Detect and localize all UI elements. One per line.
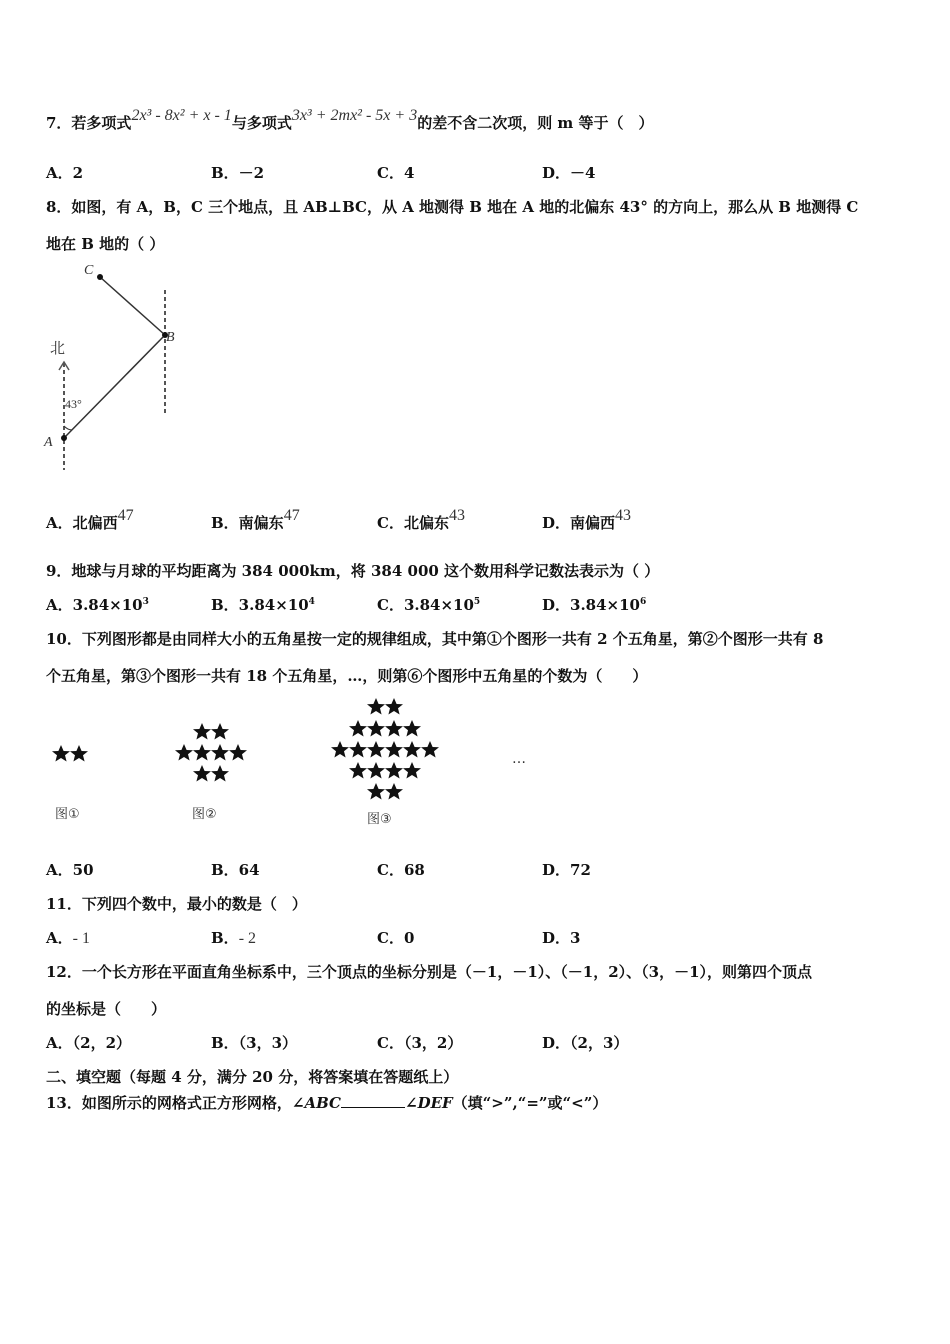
q8-option-a: A．北偏西47 (46, 507, 134, 532)
point-c (97, 274, 103, 280)
q10-option-c: C．68 (377, 861, 425, 879)
figure-label-3: 图③ (367, 812, 392, 827)
q8-line-1: 8．如图，有 A，B，C 三个地点，且 AB⊥BC，从 A 地测得 B 地在 A 地的北偏东 43° 的方向上，那么从 B 地测得 C (46, 198, 859, 216)
q11-option-a: A．- 1 (46, 929, 90, 947)
q12-line-2: 的坐标是（ ） (46, 1000, 167, 1018)
ellipsis: … (512, 751, 526, 767)
q10-option-d: D．72 (542, 861, 591, 879)
q11-text: 11．下列四个数中，最小的数是（ ） (46, 895, 307, 913)
label-c: C (84, 263, 94, 278)
q11-option-b: B．- 2 (211, 929, 257, 947)
q7-expression-2: 3x³ + 2mx² - 5x + 3 (291, 107, 418, 124)
q12-option-d: D．（2，3） (542, 1034, 629, 1052)
answer-blank[interactable] (341, 1095, 405, 1108)
q7-option-c: C．4 (377, 164, 415, 182)
q10-option-a: A．50 (46, 861, 94, 879)
q7-option-b: B．－2 (211, 164, 265, 182)
q9-option-a: A．$3.84\times 10^3$ (46, 596, 149, 614)
q10-option-b: B．64 (211, 861, 260, 879)
north-label: 北 (50, 339, 66, 357)
q7-middle: 与多项式 (231, 114, 292, 132)
segment-bc (100, 277, 165, 335)
angle-abc: ∠ABC (291, 1094, 341, 1112)
angle-label: 43° (65, 397, 82, 411)
q10-line-1: 10．下列图形都是由同样大小的五角星按一定的规律组成，其中第①个图形一共有 2 个五角星，第②个图形一共有 8 (46, 630, 824, 648)
figure-label-2: 图② (192, 807, 217, 822)
pattern-3 (331, 698, 439, 800)
q12-option-b: B．（3，3） (211, 1034, 298, 1052)
q8-option-d: D．南偏西43 (542, 507, 632, 532)
segment-ab (64, 335, 165, 438)
q7-suffix: 的差不含二次项，则 m 等于（ ） (417, 114, 654, 132)
pattern-1 (52, 745, 88, 762)
q8-option-b: B．南偏东47 (211, 507, 300, 532)
q7-prefix: 7．若多项式 (46, 114, 132, 132)
figure-label-1: 图① (55, 807, 80, 822)
q11-option-d: D．3 (542, 929, 581, 947)
q9-option-d: D．$3.84\times 10^6$ (542, 596, 647, 614)
point-a (61, 435, 67, 441)
q11-option-c: C．0 (377, 929, 415, 947)
angle-def: ∠DEF (405, 1094, 453, 1112)
q9-option-b: B．$3.84\times 10^4$ (211, 596, 315, 614)
q7-expression-1: 2x³ - 8x² + x - 1 (131, 107, 232, 124)
angle-arc (64, 426, 72, 430)
q8-line-2: 地在 B 地的（ ） (46, 235, 165, 253)
q7-option-d: D．－4 (542, 164, 596, 182)
question-7 (46, 107, 654, 133)
q8-option-c: C．北偏东43 (377, 507, 465, 532)
section-2-title: 二、填空题（每题 4 分，满分 20 分，将答案填在答题纸上） (46, 1068, 459, 1086)
q7-option-a: A．2 (46, 164, 84, 182)
pattern-2 (175, 723, 247, 782)
label-b: B (166, 330, 175, 345)
q9-option-c: C．$3.84\times 10^5$ (377, 596, 481, 614)
q9-text: 9．地球与月球的平均距离为 384 000km，将 384 000 这个数用科学记数法表示为（ ） (46, 562, 660, 580)
q12-line-1: 12．一个长方形在平面直角坐标系中，三个顶点的坐标分别是（－1，－1）、（－1，2）、（3，－1），则第四个顶点 (46, 963, 813, 981)
question-13: 13．如图所示的网格式正方形网格，∠ABC ∠DEF（填“>”,“=”或“<”） (46, 1094, 608, 1112)
q10-star-patterns (40, 690, 540, 840)
q12-option-a: A．（2，2） (46, 1034, 132, 1052)
q12-option-c: C．（3，2） (377, 1034, 463, 1052)
label-a: A (44, 435, 53, 450)
q8-direction-diagram (40, 258, 190, 478)
q10-line-2: 个五角星，第③个图形一共有 18 个五角星，…，则第⑥个图形中五角星的个数为（ ） (46, 667, 648, 685)
